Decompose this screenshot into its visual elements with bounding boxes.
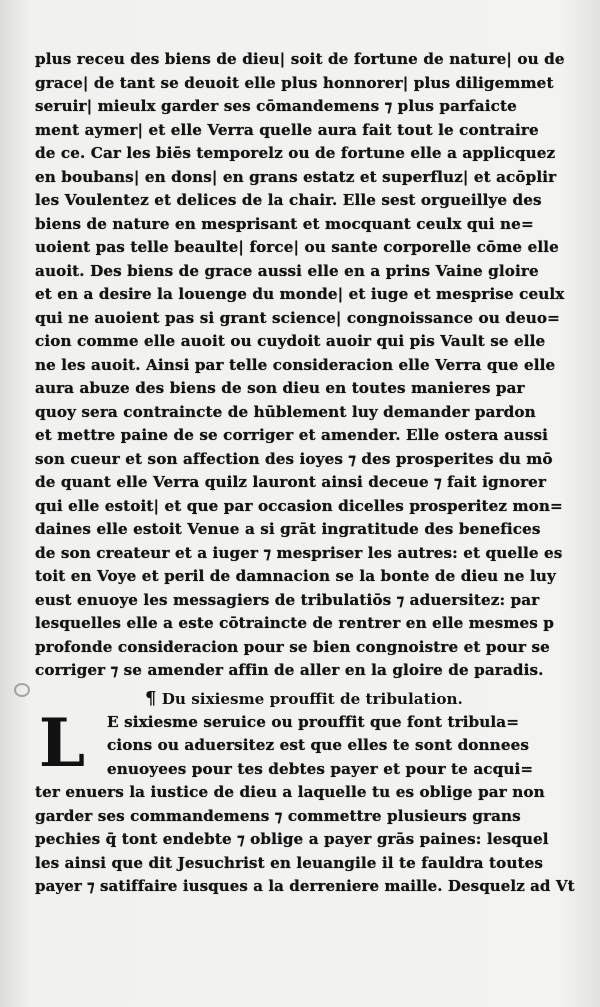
final-line-4: les ainsi que dit Jesuchrist en leuangile il te fauldra toutes xyxy=(35,853,543,872)
text-line-25: lesquelles elle a este cōtraincte de rentrer en elle mesmes p xyxy=(35,614,555,632)
text-line-15: aura abuze des biens de son dieu en toutes manieres par xyxy=(35,379,525,397)
indented-line-1: E sixiesme seruice ou prouffit que font tribula= xyxy=(107,712,520,731)
text-line-10: auoit. Des biens de grace aussi elle en a prins Vaine gloire xyxy=(35,261,539,280)
text-line-17: et mettre paine de se corriger et amender. Elle ostera aussi xyxy=(35,426,549,444)
text-line-22: de son createur et a iuger ⁊ mespriser les autres: et quelle es xyxy=(35,543,563,562)
text-line-4: ment aymer| et elle Verra quelle aura fait tout le contraire xyxy=(35,120,539,139)
final-line-5: payer ⁊ satiffaire iusques a la derreniere maille. Desquelz ad Vt xyxy=(35,877,575,895)
text-line-16: quoy sera contraincte de hūblement luy demander pardon xyxy=(35,402,536,421)
text-line-13: cion comme elle auoit ou cuydoit auoir qui pis Vault se elle xyxy=(35,332,546,350)
text-line-23: toit en Voye et peril de damnacion se la bonte de dieu ne luy xyxy=(35,567,556,585)
text-line-2: grace| de tant se deuoit elle plus honnorer| plus diligemmet xyxy=(35,73,554,92)
pilcrow-icon: ¶ xyxy=(145,687,157,709)
text-line-19: de quant elle Verra quilz lauront ainsi deceue ⁊ fait ignorer xyxy=(35,473,547,491)
text-line-12: qui ne auoient pas si grant science| congnoissance ou deuo= xyxy=(35,308,560,327)
final-line-3: pechies q̄ tont endebte ⁊ oblige a payer grās paines: lesquel xyxy=(35,830,549,848)
text-line-21: daines elle estoit Venue a si grāt ingratitude des benefices xyxy=(35,520,541,538)
final-line-1: ter enuers la iustice de dieu a laquelle tu es oblige par non xyxy=(35,783,545,801)
text-line-24: eust enuoye les messagiers de tribulatiōs ⁊ aduersitez: par xyxy=(35,590,540,609)
indented-line-2: cions ou aduersitez est que elles te sont donnees xyxy=(107,736,529,754)
text-line-5: de ce. Car les biēs temporelz ou de fortune elle a applicquez xyxy=(35,144,556,162)
text-line-3: seruir| mieulx garder ses cōmandemens ⁊ plus parfaicte xyxy=(35,97,517,115)
text-line-1: plus receu des biens de dieu| soit de fortune de nature| ou de xyxy=(35,50,565,68)
section-heading xyxy=(35,687,575,711)
section-heading-text: Du sixiesme prouffit de tribulation. xyxy=(161,689,463,708)
text-line-6: en boubans| en dons| en grans estatz et superfluz| et acōplir xyxy=(35,167,557,186)
text-line-26: profonde consideracion pour se bien congnoistre et pour se xyxy=(35,637,550,656)
text-line-27: corriger ⁊ se amender affin de aller en la gloire de paradis. xyxy=(35,661,544,679)
text-line-14: ne les auoit. Ainsi par telle consideracion elle Verra que elle xyxy=(35,355,556,374)
text-line-20: qui elle estoit| et que par occasion dicelles prosperitez mon= xyxy=(35,496,563,515)
text-line-8: biens de nature en mesprisant et mocquant ceulx qui ne= xyxy=(35,214,534,233)
text-line-9: uoient pas telle beaulte| force| ou sante corporelle cōme elle xyxy=(35,238,559,256)
text-line-7: les Voulentez et delices de la chair. Elle sest orgueillye des xyxy=(35,191,542,209)
indented-line-3: enuoyees pour tes debtes payer et pour te acqui= xyxy=(107,759,534,778)
drop-cap-paragraph xyxy=(35,703,575,782)
text-line-11: et en a desire la louenge du monde| et iuge et mesprise ceulx xyxy=(35,285,565,303)
text-line-18: son cueur et son affection des ioyes ⁊ des prosperites du mō xyxy=(35,449,553,468)
ink-blot-mark xyxy=(14,683,30,697)
final-line-2: garder ses commandemens ⁊ commettre plusieurs grans xyxy=(35,806,521,825)
text-column xyxy=(35,48,575,899)
drop-cap-letter: L xyxy=(38,703,86,782)
